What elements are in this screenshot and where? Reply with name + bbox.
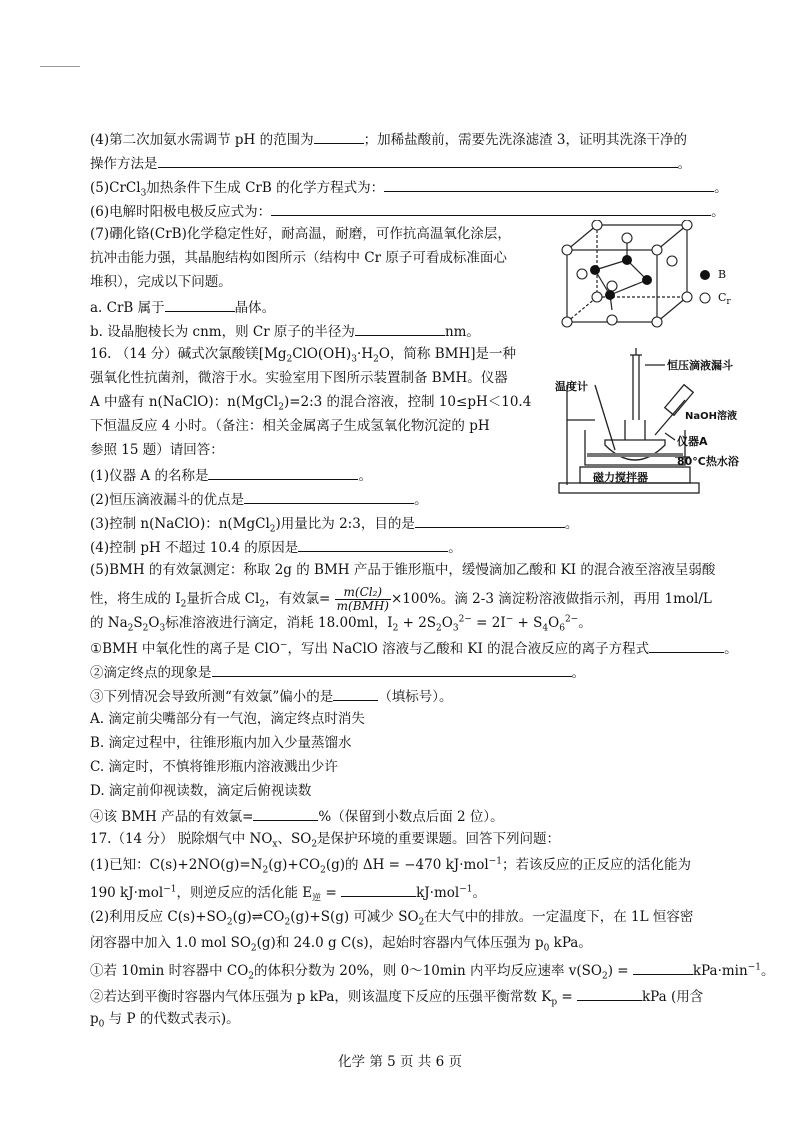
q16-part-1: (1)仪器 A 的名称是 。 <box>90 465 372 485</box>
q17-q1: ①若 10min 时容器中 $CO_2$的体积分数为 20%，则 0～10min 内平均反应速率 $v(SO_2) = kPa\cdot\min^{-1}$。 <box>90 960 774 980</box>
legend-cr: $C_r$ <box>718 291 731 308</box>
q17-part-2b: 闭容器中加入 1.0 mol $SO_2(g)$和 24.0 g C(s)，起始时容器内气体压强为 $p_0$ kPa。 <box>90 935 592 954</box>
q17-q2a: ②若达到平衡时容器内气体压强为 p kPa，则该温度下反应的压强平衡常数 $K_p$ = kPa (用含 <box>90 986 703 1006</box>
q16-option-a: A. 滴定前尖嘴部分有一气泡，滴定终点时消失 <box>90 711 365 727</box>
q15-line-6: (6)电解时阳极电极反应式为： 。 <box>90 201 725 221</box>
legend-b: B <box>718 268 727 281</box>
q16-part-5c: 的 $Na_2S_2O_3$标准溶液进行滴定，消耗 18.00ml，$I_2 + 2S_2O_3^{2-} = 2I^- + S_4O_6^{2-}$。 <box>90 614 592 634</box>
q16-c2: ②滴定终点的现象是 。 <box>90 662 585 682</box>
q16-header-4: 下恒温反应 4 小时。（备注：相关金属离子生成氢氧化物沉淀的 pH <box>90 418 490 434</box>
q16-part-3: (3)控制 n(NaClO)：n(MgCl$_2$)用量比为 2:3，目的是 。 <box>90 513 578 533</box>
q17-part-2a: (2)利用反应 $C(s)+SO_2(g)\rightleftharpoons CO_2(g)+S(g)$ 可减少 $SO_2$在大气中的排放。一定温度下，在 1L 恒容密 <box>90 909 694 928</box>
q17-part-1a: (1)已知：$C(s)+2NO(g)=N_2(g)+CO_2(g)$的 ΔH = −470 kJ·mol$^{-1}$；若该反应的正反应的活化能为 <box>90 856 692 876</box>
q15-line-5: (5)CrCl$_3$加热条件下生成 CrB 的化学方程式为： 。 <box>90 177 728 197</box>
label-stirrer: 磁力搅拌器 <box>593 471 648 484</box>
q15-line-4b: 操作方法是 。 <box>90 153 691 173</box>
label-thermometer: 温度计 <box>555 380 588 393</box>
q16-option-c: C. 滴定时，不慎将锥形瓶内溶液溅出少许 <box>90 759 338 775</box>
q16-c3: ③下列情况会导致所测“有效氯”偏小的是 （填标号）。 <box>90 686 453 706</box>
q15-line-a: a. CrB 属于 晶体。 <box>90 297 275 317</box>
q17-part-1b: 190 kJ·mol$^{-1}$，则逆反应的活化能 $E_逆 = kJ\cdot mol^{-1}$。 <box>90 882 486 902</box>
q16-c1: ①BMH 中氧化性的离子是 ClO−，写出 NaClO 溶液与乙酸和 KI 的混合液反应的离子方程式 。 <box>90 638 738 658</box>
q16-header-3: A 中盛有 n(NaClO)：n(MgCl$_2$)=2:3 的混合溶液，控制 10≤pH＜10.4 <box>90 394 532 413</box>
q15-line-7b: 抗冲击能力强，其晶胞结构如图所示（结构中 Cr 原子可看成标准面心 <box>90 250 507 266</box>
q16-part-2: (2)恒压滴液漏斗的优点是 。 <box>90 489 428 509</box>
q16-option-d: D. 滴定前仰视读数，滴定后俯视读数 <box>90 783 312 799</box>
q16-option-b: B. 滴定过程中，往锥形瓶内加入少量蒸馏水 <box>90 735 352 751</box>
q17-header: 17.（14 分） 脱除烟气中 $NO_x$、$SO_2$是保护环境的重要课题。回答下列问题： <box>90 831 561 850</box>
q15-line-7a: (7)硼化铬(CrB)化学稳定性好，耐高温，耐磨，可作抗高温氧化涂层， <box>90 226 511 242</box>
apparatus-figure <box>555 345 755 500</box>
label-water-bath: 80°C热水浴 <box>677 455 739 468</box>
q15-line-4: (4)第二次加氨水需调节 pH 的范围为 ；加稀盐酸前，需要先洗涤滤渣 3，证明其洗涤干净的 <box>90 129 687 149</box>
q16-header-2: 强氧化性抗菌剂，微溶于水。实验室用下图所示装置制备 BMH。仪器 <box>90 370 508 386</box>
label-funnel: 恒压滴液漏斗 <box>667 359 733 372</box>
effective-chlorine-fraction: $\frac{\text{m(Cl₂)}}{\text{m(BMH)}}$ <box>336 585 389 613</box>
q16-part-5a: (5)BMH 的有效氯测定：称取 2g 的 BMH 产品于锥形瓶中，缓慢滴加乙酸和 KI 的混合液至溶液呈弱酸 <box>90 562 716 578</box>
q16-part-5b: 性，将生成的 $I_2$量折合成 $Cl_2$，有效氯= $\frac{\text{m(Cl₂)}}{\text{m(BMH)}}$ ×100%。滴 2-3 滴淀粉溶液做指示剂，再用 1mol/L <box>90 585 712 613</box>
label-naoh: NaOH溶液 <box>685 411 737 422</box>
q16-header-5: 参照 15 题）请回答： <box>90 442 224 458</box>
crystal-cell-figure <box>555 220 745 330</box>
q16-header-1: 16. （14 分）碱式次氯酸镁[$Mg_2ClO(OH)_3\cdot H_2O$，简称 BMH]是一种 <box>90 346 516 365</box>
q16-part-4: (4)控制 pH 不超过 10.4 的原因是 。 <box>90 537 462 557</box>
q16-c4: ④该 BMH 产品的有效氯= %（保留到小数点后面 2 位）。 <box>90 806 504 826</box>
label-instrument-a: 仪器A <box>677 435 708 448</box>
q17-q2b: $p_0$ 与 P 的代数式表示)。 <box>90 1011 240 1030</box>
scan-mark <box>40 66 80 67</box>
page-footer: 化学 第 5 页 共 6 页 <box>338 1054 462 1070</box>
q15-line-b: b. 设晶胞棱长为 cnm，则 Cr 原子的半径为 nm。 <box>90 321 480 341</box>
q15-line-7c: 堆积），完成以下问题。 <box>90 274 232 290</box>
